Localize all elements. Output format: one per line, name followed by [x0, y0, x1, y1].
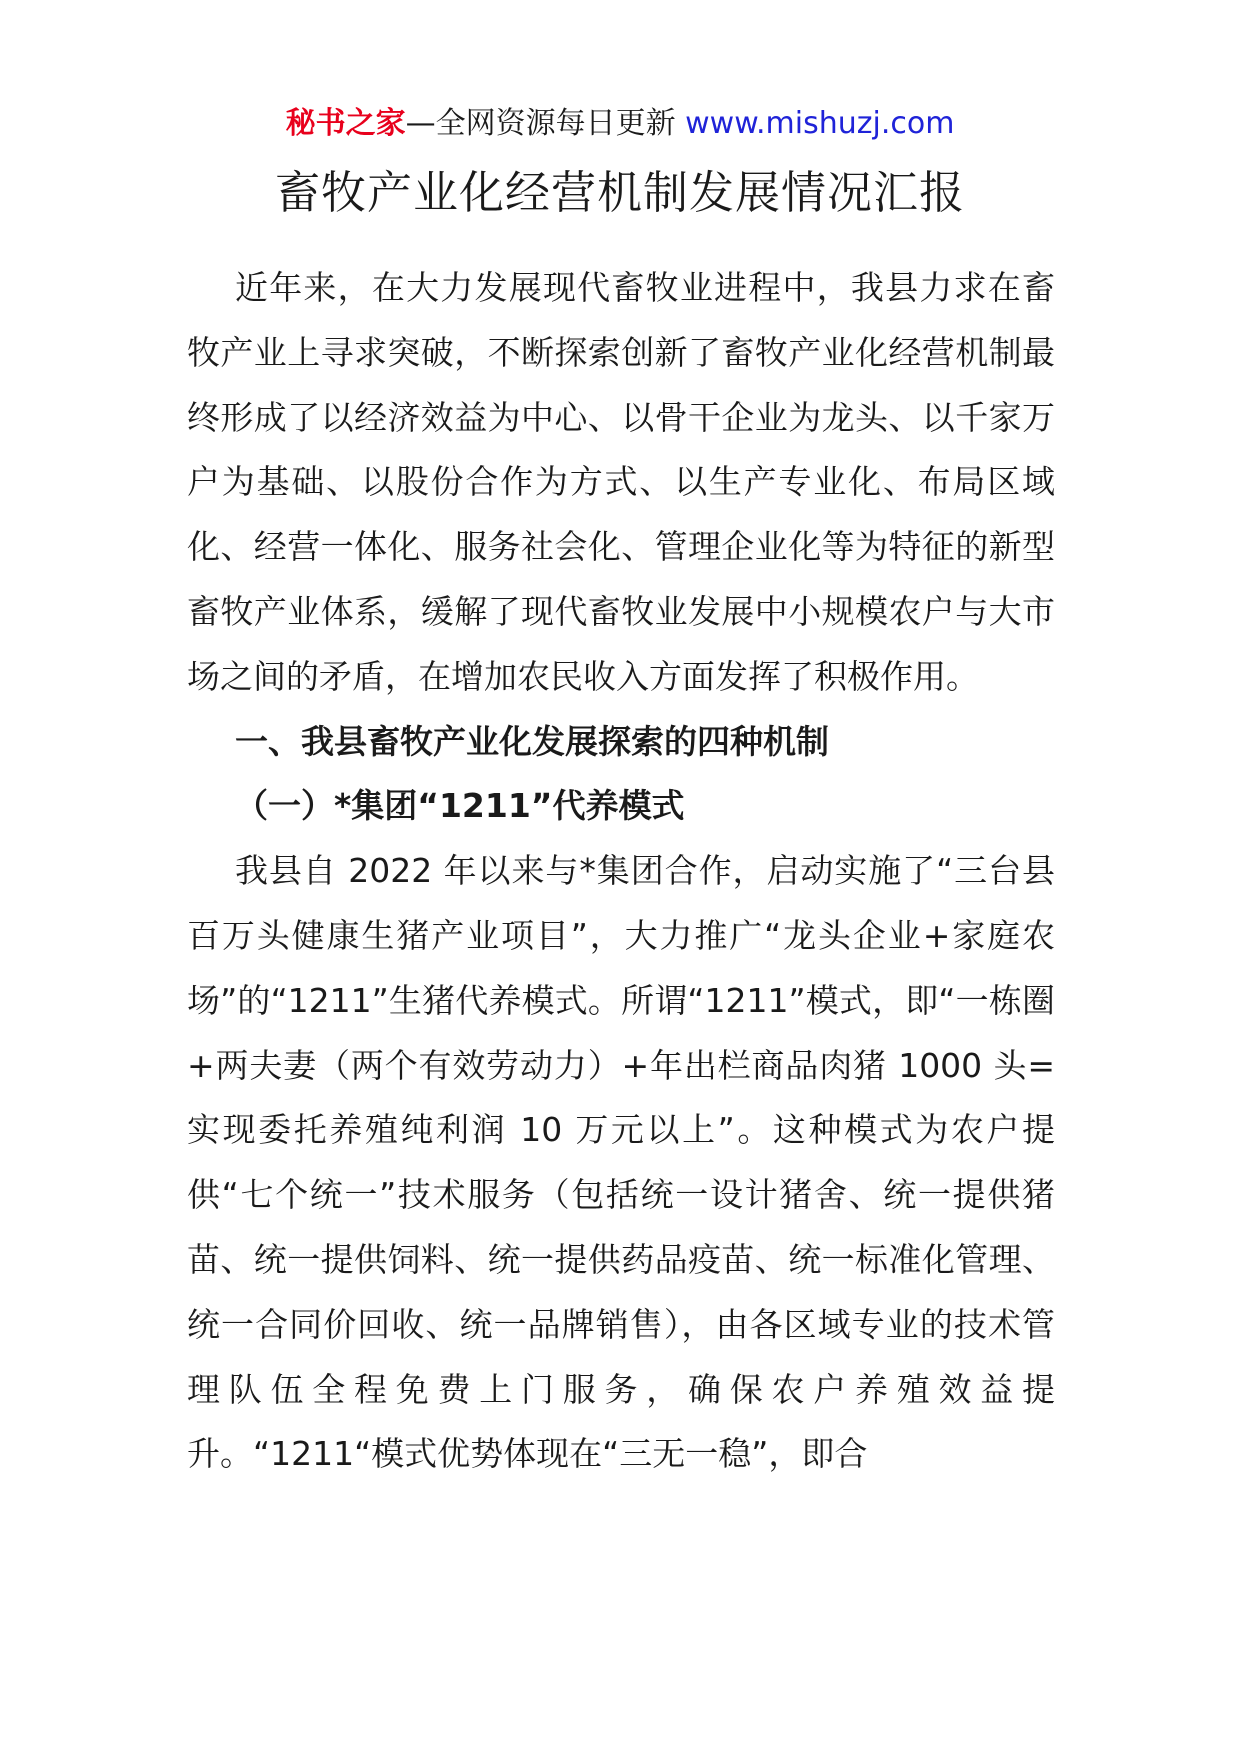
subsection-paragraph: 我县自 2022 年以来与*集团合作，启动实施了“三台县百万头健康生猪产业项目”，大力推广“龙头企业+家庭农场”的“1211”生猪代养模式。所谓“1211”模式，即“一栋圈+两夫妻（两个有效劳动力）+年出栏商品肉猪 1000 头=实现委托养殖纯利润 10 万元以上”。这种模式为农户提供“七个统一”技术服务（包括统一设计猪舍、统一提供猪苗、统一提供饲料、统一提供药品疫苗、统一标准化管理、统一合同价回收、统一品牌销售），由各区域专业的技术管理队伍全程免费上门服务，确保农户养殖效益提升。“1211“模式优势体现在“三无一稳”，即合	[187, 851, 1055, 1474]
watermark-header	[0, 102, 1240, 146]
intro-paragraph: 近年来，在大力发展现代畜牧业进程中，我县力求在畜牧产业上寻求突破，不断探索创新了畜牧产业化经营机制最终形成了以经济效益为中心、以骨干企业为龙头、以千家万户为基础、以股份合作为方式、以生产专业化、布局区域化、经营一体化、服务社会化、管理企业化等为特征的新型畜牧产业体系，缓解了现代畜牧业发展中小规模农户与大市场之间的矛盾，在增加农民收入方面发挥了积极作用。	[187, 268, 1055, 696]
header-tagline: —全网资源每日更新	[405, 106, 686, 141]
document-body	[187, 256, 1055, 1487]
site-url-link[interactable]: www.mishuzj.com	[685, 106, 955, 141]
subsection-heading: （一）*集团“1211”代养模式	[235, 786, 685, 826]
brand-name: 秘书之家	[285, 106, 406, 141]
section-heading: 一、我县畜牧产业化发展探索的四种机制	[235, 721, 829, 761]
document-title: 畜牧产业化经营机制发展情况汇报	[274, 166, 965, 219]
